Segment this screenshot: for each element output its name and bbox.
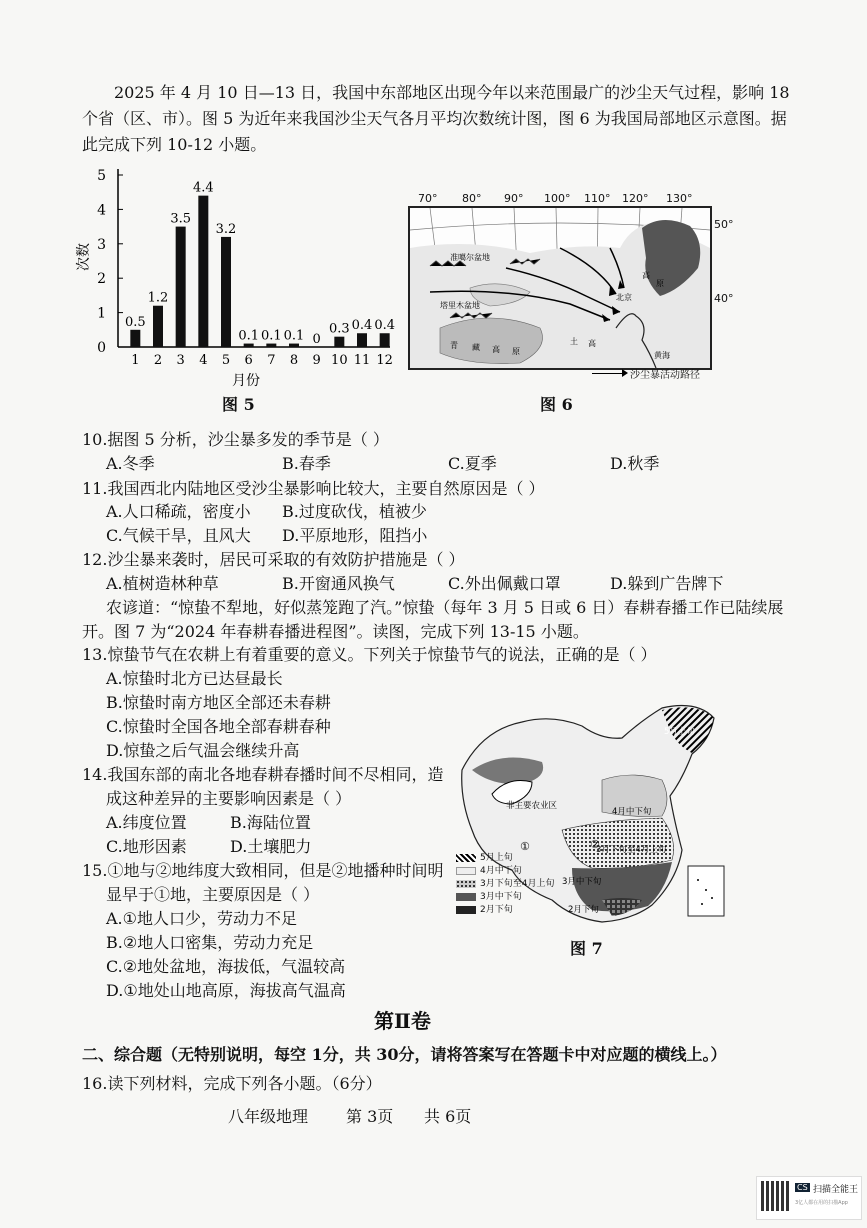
- x-tick-label: 6: [244, 353, 253, 368]
- q12-option-b: B.开窗通风换气: [282, 574, 395, 593]
- bar-value-label: 0.5: [124, 314, 146, 330]
- fig6-lon-90: 90°: [504, 192, 524, 205]
- bar: [380, 333, 390, 347]
- swatch-dark-icon: [456, 906, 476, 914]
- bar-value-label: 0.3: [328, 321, 350, 337]
- x-tick-label: 5: [221, 353, 231, 368]
- q12-option-a: A.植树造林种草: [106, 574, 219, 593]
- fig7-label-mar: 3月中下旬: [562, 877, 602, 887]
- fig6-lon-70: 70°: [418, 192, 438, 205]
- y-tick-label: 2: [97, 271, 106, 288]
- arrow-right-icon: [592, 373, 626, 374]
- q12-option-d: D.躲到广告牌下: [610, 574, 724, 593]
- fig6-legend-label: 沙尘暴活动路径: [630, 370, 700, 381]
- q15-option-d: D.①地处山地高原，海拔高气温高: [106, 981, 346, 1000]
- swatch-dots-icon: [456, 880, 476, 888]
- bar-value-label: 0.4: [351, 318, 373, 334]
- fig6-lon-100: 100°: [544, 192, 571, 205]
- bar: [357, 333, 367, 347]
- bar: [334, 337, 344, 347]
- q13-option-c: C.惊蛰时全国各地全部春耕春种: [106, 717, 331, 736]
- y-tick-label: 3: [97, 236, 106, 253]
- q14-option-c: C.地形因素: [106, 837, 187, 856]
- fig5-bar-chart: [70, 162, 400, 392]
- q11-option-b: B.过度砍伐，植被少: [282, 502, 427, 521]
- fig7-label-may: 5月上旬: [664, 727, 695, 737]
- fig7-legend-item: [456, 852, 554, 865]
- x-tick-label: 9: [312, 353, 321, 368]
- x-tick-label: 12: [376, 353, 393, 368]
- q15-stem-line1: 15.①地与②地纬度大致相同，但是②地播种时间明: [82, 861, 444, 880]
- swatch-hatch-icon: [456, 854, 476, 862]
- fig6-label-gao1: 高: [492, 345, 500, 354]
- x-tick-label: 4: [199, 353, 208, 368]
- fig7-marker-1: ①: [520, 840, 530, 853]
- swatch-light-icon: [456, 867, 476, 875]
- q15-option-c: C.②地处盆地，海拔低，气温较高: [106, 957, 346, 976]
- fig5-caption: 图 5: [222, 395, 255, 414]
- bar-value-label: 3.5: [170, 211, 192, 227]
- qr-code-icon: [761, 1181, 791, 1211]
- q11-option-d: D.平原地形，阻挡小: [282, 526, 428, 545]
- bar: [266, 344, 276, 347]
- fig6-label-junggar: 准噶尔盆地: [450, 253, 490, 262]
- swatch-gray-icon: [456, 893, 476, 901]
- section-title: 第Ⅱ卷: [374, 1009, 431, 1033]
- bar: [176, 227, 186, 347]
- fig7-legend-label: 5月上旬: [480, 853, 513, 863]
- fig7-legend-label: 3月下旬至4月上旬: [480, 879, 555, 889]
- intro2-paragraph: 农谚道：“惊蛰不犁地，好似蒸笼跑了汽。”惊蛰（每年 3 月 5 日或 6 日）春耕春播工作已陆续展开。图 7 为“2024 年春耕春播进程图”。读图，完成下列 13-15 小题。: [82, 598, 784, 641]
- fig6-label-qing: 青: [450, 341, 458, 350]
- bar-value-label: 0.1: [283, 328, 305, 344]
- bar-value-label: 4.4: [192, 180, 214, 196]
- x-axis-label: 月份: [232, 373, 260, 389]
- footer-subject: 八年级地理: [228, 1107, 309, 1126]
- bar: [198, 196, 208, 347]
- fig7-legend: [456, 852, 554, 917]
- fig7-legend-item: [456, 878, 554, 891]
- q13-stem: 13.惊蛰节气在农耕上有着重要的意义。下列关于惊蛰节气的说法，正确的是（ ）: [82, 645, 657, 664]
- fig6-legend: [592, 366, 700, 381]
- q13-option-d: D.惊蛰之后气温会继续升高: [106, 741, 300, 760]
- fig6-lon-110: 110°: [584, 192, 611, 205]
- q13-option-a: A.惊蛰时北方已达昼最长: [106, 669, 283, 688]
- bar: [221, 237, 231, 347]
- x-tick-label: 10: [331, 353, 348, 368]
- y-tick-label: 1: [97, 305, 106, 322]
- fig7-caption: 图 7: [570, 939, 603, 958]
- fig7-label-mar-apr: 3月下旬至4月上旬: [596, 845, 667, 855]
- fig6-lat-40: 40°: [714, 292, 734, 305]
- bar-value-label: 0.1: [238, 328, 260, 344]
- bar: [244, 344, 254, 347]
- fig6-label-tu: 土: [570, 337, 578, 346]
- q11-stem: 11.我国西北内陆地区受沙尘暴影响比较大，主要自然原因是（ ）: [82, 479, 545, 498]
- bar: [289, 344, 299, 347]
- q14-option-b: B.海陆位置: [230, 813, 311, 832]
- y-axis-label: 次数: [76, 243, 92, 271]
- section2-heading: 二、综合题（无特别说明，每空 1分，共 30分，请将答案写在答题卡中对应题的横线上。）: [82, 1045, 727, 1064]
- q13-option-b: B.惊蛰时南方地区全部还未春耕: [106, 693, 331, 712]
- fig7-marker-2: ②: [590, 838, 600, 851]
- q10-option-a: A.冬季: [106, 454, 155, 473]
- fig6-lat-50: 50°: [714, 218, 734, 231]
- y-tick-label: 5: [97, 168, 106, 184]
- fig6-label-yuan1: 原: [512, 347, 520, 356]
- q11-option-c: C.气候干旱，且风大: [106, 526, 251, 545]
- scanner-badge: [756, 1176, 862, 1220]
- fig7-legend-item: [456, 891, 554, 904]
- x-tick-label: 2: [153, 353, 163, 368]
- fig6-label-huanghai: 黄海: [654, 351, 670, 360]
- x-tick-label: 3: [176, 353, 185, 368]
- fig6-label-beijing: 北京: [616, 293, 632, 302]
- footer-total: 共 6页: [424, 1107, 472, 1126]
- x-tick-label: 8: [289, 353, 299, 368]
- x-tick-label: 1: [131, 353, 140, 368]
- q10-option-c: C.夏季: [448, 454, 497, 473]
- q14-stem-line1: 14.我国东部的南北各地春耕春播时间不尽相同，造: [82, 765, 444, 784]
- q12-stem: 12.沙尘暴来袭时，居民可采取的有效防护措施是（ ）: [82, 550, 465, 569]
- y-tick-label: 0: [97, 340, 106, 356]
- q14-option-d: D.土壤肥力: [230, 837, 312, 856]
- bar: [153, 306, 163, 347]
- fig7-label-nonfarm: 非主要农业区: [506, 801, 558, 811]
- fig6-caption: 图 6: [540, 395, 573, 414]
- q10-stem: 10.据图 5 分析，沙尘暴多发的季节是（ ）: [82, 430, 389, 449]
- bar-value-label: 0: [312, 332, 321, 347]
- q10-option-d: D.秋季: [610, 454, 660, 473]
- bar-value-label: 1.2: [147, 290, 169, 306]
- fig6-lon-80: 80°: [462, 192, 482, 205]
- y-tick-label: 4: [97, 202, 106, 219]
- q10-option-b: B.春季: [282, 454, 331, 473]
- fig6-label-tarim: 塔里木盆地: [440, 301, 480, 310]
- fig6-lon-130: 130°: [666, 192, 693, 205]
- fig7-label-apr: 4月中下旬: [612, 807, 652, 817]
- q15-option-a: A.①地人口少，劳动力不足: [106, 909, 297, 928]
- bar-value-label: 3.2: [215, 221, 237, 237]
- fig7-legend-label: 2月下旬: [480, 905, 513, 915]
- q15-option-b: B.②地人口密集，劳动力充足: [106, 933, 314, 952]
- fig6-map-drawing: [410, 208, 710, 368]
- fig6-label-gao2: 高: [588, 339, 596, 348]
- intro-paragraph: 2025 年 4 月 10 日—13 日，我国中东部地区出现今年以来范围最广的沙尘天气过程，影响 18 个省（区、市）。图 5 为近年来我国沙尘天气各月平均次数统计图，图 6 为我国局部地区示意图。据此完成下列 10-12 小题。: [82, 83, 790, 154]
- x-tick-label: 7: [267, 353, 276, 368]
- footer-page: 第 3页: [346, 1107, 394, 1126]
- q15-stem-line2: 显早于①地，主要原因是（ ）: [106, 885, 320, 904]
- fig6-label-gao3: 高: [642, 271, 650, 280]
- fig7-legend-label: 4月中下旬: [480, 866, 522, 876]
- q14-option-a: A.纬度位置: [106, 813, 187, 832]
- scanner-name: 扫描全能王: [813, 1185, 859, 1195]
- fig7-label-feb: 2月下旬: [568, 905, 599, 915]
- scanner-sub: 3亿人都在用的扫描App: [795, 1200, 848, 1206]
- fig6-label-yuan2: 原: [656, 279, 664, 288]
- fig7-legend-item: [456, 904, 554, 917]
- q14-stem-line2: 成这种差异的主要影响因素是（ ）: [106, 789, 352, 808]
- fig6-label-zang: 藏: [472, 343, 480, 352]
- fig6-lon-120: 120°: [622, 192, 649, 205]
- fig7-legend-item: [456, 865, 554, 878]
- q12-option-c: C.外出佩戴口罩: [448, 574, 561, 593]
- fig6-lon-labels: [410, 192, 710, 208]
- q16-stem: 16.读下列材料，完成下列各小题。（6分）: [82, 1074, 382, 1093]
- bar-value-label: 0.1: [260, 328, 282, 344]
- fig6-map: [408, 206, 712, 370]
- x-tick-label: 11: [353, 353, 371, 368]
- fig7-legend-label: 3月中下旬: [480, 892, 522, 902]
- cs-logo: CS: [797, 1183, 808, 1192]
- q11-option-a: A.人口稀疏，密度小: [106, 502, 251, 521]
- bar-value-label: 0.4: [374, 318, 396, 334]
- bar: [130, 330, 140, 347]
